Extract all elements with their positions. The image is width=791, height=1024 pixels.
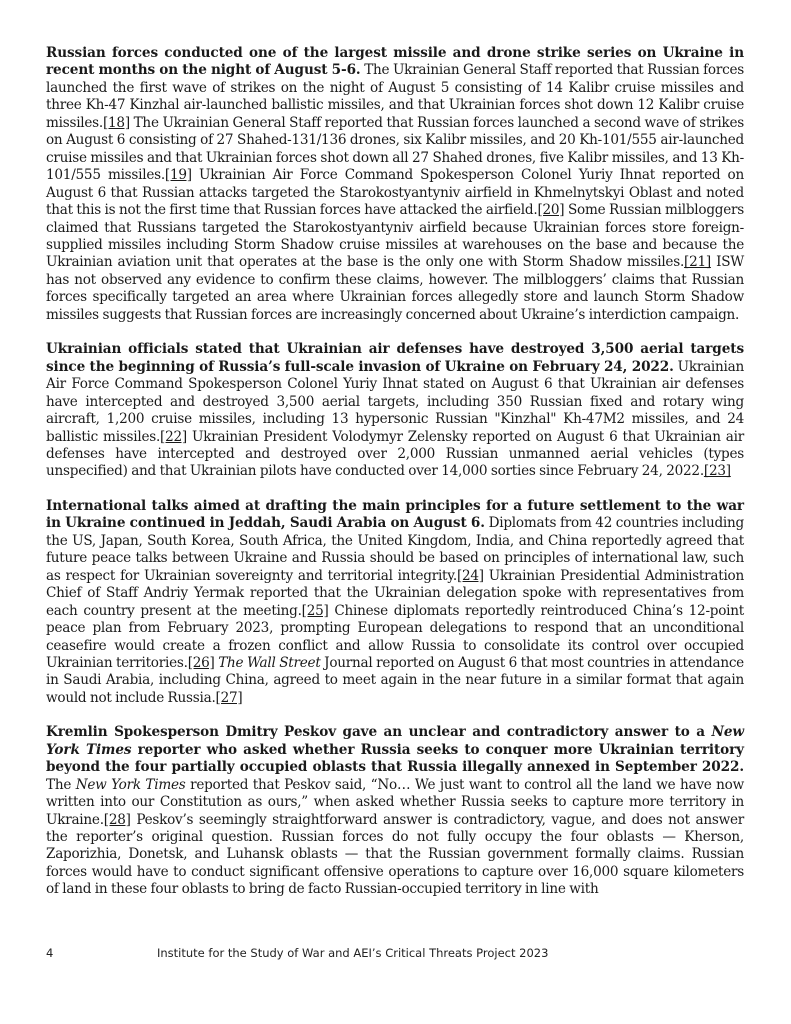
page-number: 4 <box>46 946 54 960</box>
paragraph-peskov <box>46 724 744 899</box>
body-text: Ukrainian Presidential Administration Chief of Staff Andriy Yermak reported that the Ukrainian delegation spoke with representatives from each country present at the meeting. <box>46 567 744 619</box>
footnote-link[interactable]: [28] <box>103 811 131 828</box>
paragraph-jeddah-talks <box>46 498 744 707</box>
footer-organization: Institute for the Study of War and AEI’s Critical Threats Project 2023 <box>157 946 549 960</box>
body-text: Peskov’s seemingly straightforward answer is contradictory, vague, and does not answer the reporter’s original question. Russian forces do not fully occupy the four oblasts — Kherson, Zaporizhia, Donetsk, and Luhansk oblasts — that the Russian government formally claims. Russian forces would have to conduct significant offensive operations to capture over 16,000 square kilometers of land in these four oblasts to bring de facto Russian-occupied territory in line with <box>46 811 744 898</box>
body-text: The Ukrainian General Staff reported that Russian forces launched a second wave of strikes on August 6 consisting of 27 Shahed-131/136 drones, six Kalibr missiles, and 20 Kh-101/555 air-launched cruise missiles and that Ukrainian forces shot down all 27 Shahed drones, five Kalibr missiles, and 13 Kh-101/555 missiles. <box>46 114 744 184</box>
lead-sentence: Kremlin Spokesperson Dmitry Peskov gave an unclear and contradictory answer to a <box>46 724 712 741</box>
publication-title: The Wall Street <box>218 654 321 671</box>
paragraph-air-defense <box>46 341 744 481</box>
body-text: Ukrainian President Volodymyr Zelensky reported on August 6 that Ukrainian air defenses have intercepted and destroyed over 2,000 Russian unmanned aerial vehicles (types unspecified) and that Ukrainian pilots have conducted over 14,000 sorties since February 24, 2022. <box>46 428 744 480</box>
footnote-link[interactable]: [24] <box>456 567 484 584</box>
footnote-link[interactable]: [27] <box>215 689 243 706</box>
lead-sentence: reporter who asked whether Russia seeks to conquer more Ukrainian territory beyond the four partially occupied oblasts that Russia illegally annexed in September 2022. <box>46 741 744 776</box>
lead-sentence: Russian forces conducted one of the largest missile and drone strike series on Ukraine in recent months on the night of August 5-6. <box>46 45 744 79</box>
body-text: ISW has not observed any evidence to confirm these claims, however. The milbloggers’ claims that Russian forces specifically targeted an area where Ukrainian forces allegedly store and launch Storm Shadow missiles suggests that Russian forces are increasingly concerned about Ukraine’s interdiction campaign. <box>46 254 744 323</box>
report-body <box>46 45 744 916</box>
footnote-link[interactable]: [20] <box>537 202 565 219</box>
footnote-link[interactable]: [21] <box>684 254 711 271</box>
footnote-link[interactable]: [22] <box>160 428 187 445</box>
body-text: Diplomats from 42 countries including the US, Japan, South Korea, South Africa, the United Kingdom, India, and China reportedly agreed that future peace talks between Ukraine and Russia should be based on principles of international law, such as respect for Ukrainian sovereignty and territorial integrity. <box>46 515 744 584</box>
footnote-link[interactable]: [18] <box>102 114 130 131</box>
body-text: The Ukrainian General Staff reported that Russian forces launched the first wave of strikes on the night of August 5 consisting of 14 Kalibr cruise missiles and three Kh-47 Kinzhal air-launched ballistic missiles, and that Ukrainian forces shot down 12 Kalibr cruise missiles. <box>46 62 744 131</box>
body-text: Journal reported on August 6 that most countries in attendance in Saudi Arabia, including China, agreed to meet again in the near future in a similar format that again would not include Russia. <box>46 654 744 706</box>
body-text: Chinese diplomats reportedly reintroduced China’s 12-point peace plan from February 2023, prompting European delegations to respond that an unconditional ceasefire would create a frozen conflict and allow Russia to consolidate its control over occupied Ukrainian territories. <box>46 602 744 671</box>
lead-sentence: International talks aimed at drafting the main principles for a future settlement to the war in Ukraine continued in Jeddah, Saudi Arabia on August 6. <box>46 497 744 532</box>
body-text: The <box>46 776 76 793</box>
body-text: Ukrainian Air Force Command Spokesperson Colonel Yuriy Ihnat stated on August 6 that Ukrainian air defenses have intercepted and destroyed 3,500 aerial targets, including 350 Russian fixed and rotary wing aircraft, 1,200 cruise missiles, including 13 hypersonic Russian "Kinzhal" Kh-47M2 missiles, and 24 ballistic missiles. <box>46 358 744 445</box>
paragraph-missile-strikes <box>46 45 744 324</box>
page-footer <box>0 946 791 966</box>
footnote-link[interactable]: [23] <box>703 463 731 480</box>
body-text: Ukrainian Air Force Command Spokesperson Colonel Yuriy Ihnat reported on August 6 that Russian attacks targeted the Starokostyantyniv airfield in Khmelnytskyi Oblast and noted that this is not the first time that Russian forces have attacked the airfield. <box>46 167 744 219</box>
publication-title: New York Times <box>75 776 186 793</box>
footnote-link[interactable]: [26] <box>187 654 215 671</box>
body-text: Some Russian milbloggers claimed that Russians targeted the Starokostyantyniv airfield because Ukrainian forces store foreign-supplied missiles including Storm Shadow cruise missiles at warehouses on the base and because the Ukrainian aviation unit that operates at the base is the only one with Storm Shadow missiles. <box>46 202 744 271</box>
footnote-link[interactable]: [25] <box>301 602 329 619</box>
body-text: reported that Peskov said, “No… We just want to control all the land we have now written into our Constitution as ours,” when asked whether Russia seeks to capture more territory in Ukraine. <box>46 776 744 828</box>
lead-italic-title: New York Times <box>46 724 744 758</box>
lead-sentence: Ukrainian officials stated that Ukrainian air defenses have destroyed 3,500 aerial targets since the beginning of Russia’s full-scale invasion of Ukraine on February 24, 2022. <box>46 341 744 375</box>
footnote-link[interactable]: [19] <box>164 167 192 184</box>
